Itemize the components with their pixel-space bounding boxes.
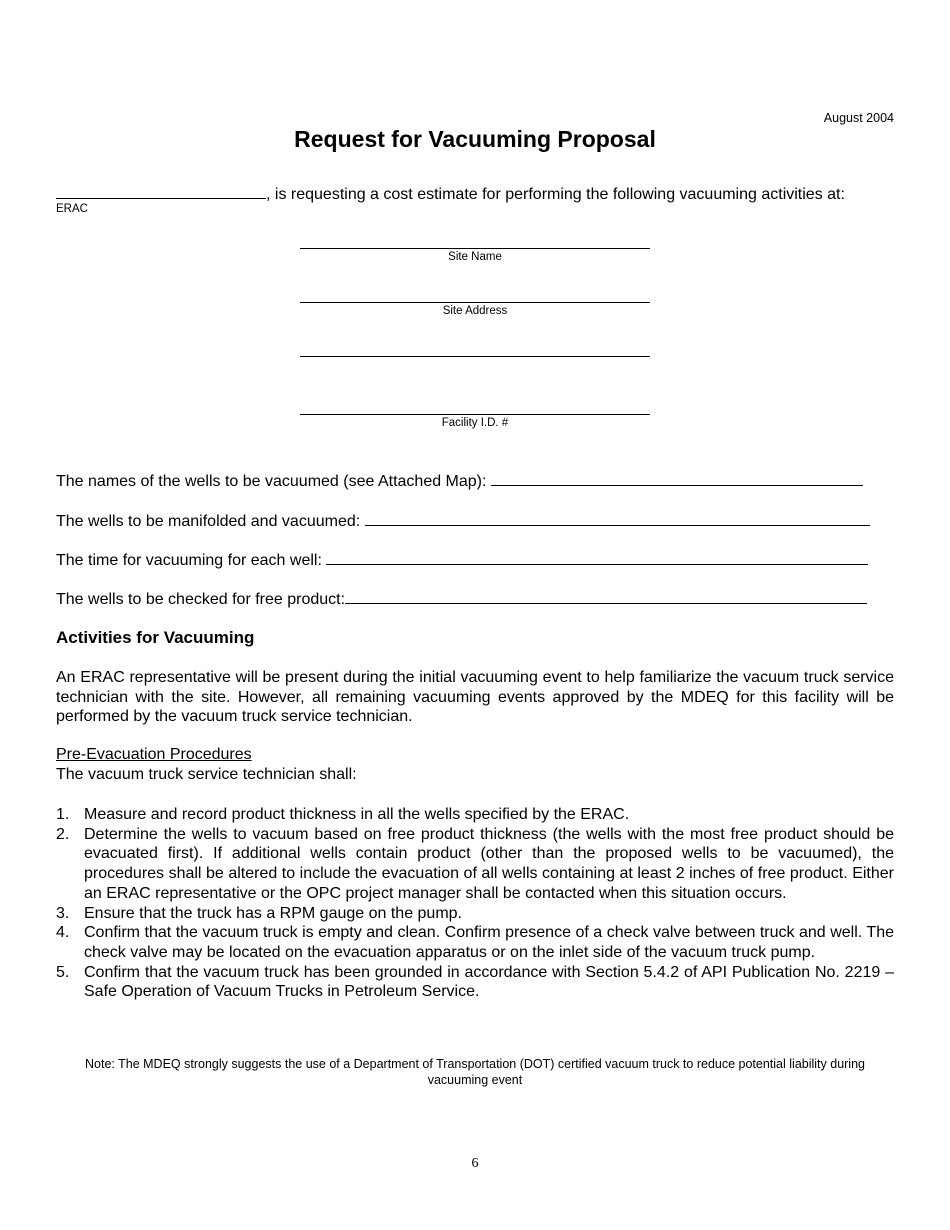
activities-heading: Activities for Vacuuming xyxy=(56,628,255,647)
site-address-line-2-field[interactable] xyxy=(300,356,650,357)
vacuum-time-row xyxy=(56,550,868,570)
wells-names-row xyxy=(56,471,863,491)
step-text: Determine the wells to vacuum based on free product thickness (the wells with the most free product should be evacuated first). If additional wells contain product (other than the proposed wells to be vacuumed), the procedures shall be altered to include the evacuation of all wells containing at least 2 inches of free product. Either an ERAC representative or the OPC project manager shall be contacted when this situation occurs. xyxy=(84,825,894,902)
vacuum-time-field[interactable] xyxy=(326,550,868,565)
step-number: 3. xyxy=(56,904,70,922)
step-text: Ensure that the truck has a RPM gauge on the pump. xyxy=(84,904,462,922)
facility-id-field[interactable] xyxy=(300,414,650,415)
step-number: 5. xyxy=(56,963,70,981)
erac-caption: ERAC xyxy=(56,203,88,215)
wells-names-field[interactable] xyxy=(491,471,863,486)
procedures-lead: The vacuum truck service technician shall: xyxy=(56,766,357,783)
procedure-step xyxy=(56,923,894,962)
free-product-row xyxy=(56,589,867,609)
procedure-step xyxy=(56,904,894,924)
step-text: Confirm that the vacuum truck has been grounded in accordance with Section 5.4.2 of API Publication No. 2219 – Safe Operation of Vacuum Trucks in Petroleum Service. xyxy=(84,963,894,1001)
page-number: 6 xyxy=(471,1156,479,1171)
intro-line xyxy=(56,184,845,204)
step-number: 1. xyxy=(56,806,70,823)
vacuum-time-label: The time for vacuuming for each well: xyxy=(56,552,327,569)
site-name-field[interactable] xyxy=(300,248,650,249)
site-address-field[interactable] xyxy=(300,302,650,303)
step-text: Measure and record product thickness in all the wells specified by the ERAC. xyxy=(84,806,630,823)
step-text: Confirm that the vacuum truck is empty and clean. Confirm presence of a check valve between truck and well. The check valve may be located on the evacuation apparatus or on the inlet side of the vacuum truck pump. xyxy=(84,924,894,961)
step-number: 4. xyxy=(56,924,70,942)
dot-note: Note: The MDEQ strongly suggests the use of a Department of Transportation (DOT) certified vacuum truck to reduce potential liability during vacuuming event xyxy=(85,1057,865,1087)
site-address-caption: Site Address xyxy=(442,305,508,317)
wells-manifold-label: The wells to be manifolded and vacuumed: xyxy=(56,513,365,530)
procedure-list xyxy=(56,805,894,1002)
procedure-step xyxy=(56,825,894,904)
pre-evacuation-heading: Pre-Evacuation Procedures xyxy=(56,746,252,763)
free-product-field[interactable] xyxy=(345,589,867,604)
page-title: Request for Vacuuming Proposal xyxy=(294,126,656,152)
site-name-caption: Site Name xyxy=(448,251,502,263)
document-date: August 2004 xyxy=(823,111,894,125)
procedure-step xyxy=(56,963,894,1002)
activities-paragraph: An ERAC representative will be present during the initial vacuuming event to help familiarize the vacuum truck service technician with the site. However, all remaining vacuuming events approved by the MDEQ for this facility will be performed by the vacuum truck service technician. xyxy=(56,669,894,725)
procedure-step xyxy=(56,805,894,825)
erac-name-field[interactable] xyxy=(56,184,266,199)
wells-names-label: The names of the wells to be vacuumed (see Attached Map): xyxy=(56,473,491,490)
wells-manifold-row xyxy=(56,511,870,531)
step-number: 2. xyxy=(56,825,70,843)
facility-id-caption: Facility I.D. # xyxy=(441,417,509,429)
intro-text: , is requesting a cost estimate for performing the following vacuuming activities at: xyxy=(266,186,845,203)
free-product-label: The wells to be checked for free product: xyxy=(56,591,346,608)
wells-manifold-field[interactable] xyxy=(365,511,870,526)
